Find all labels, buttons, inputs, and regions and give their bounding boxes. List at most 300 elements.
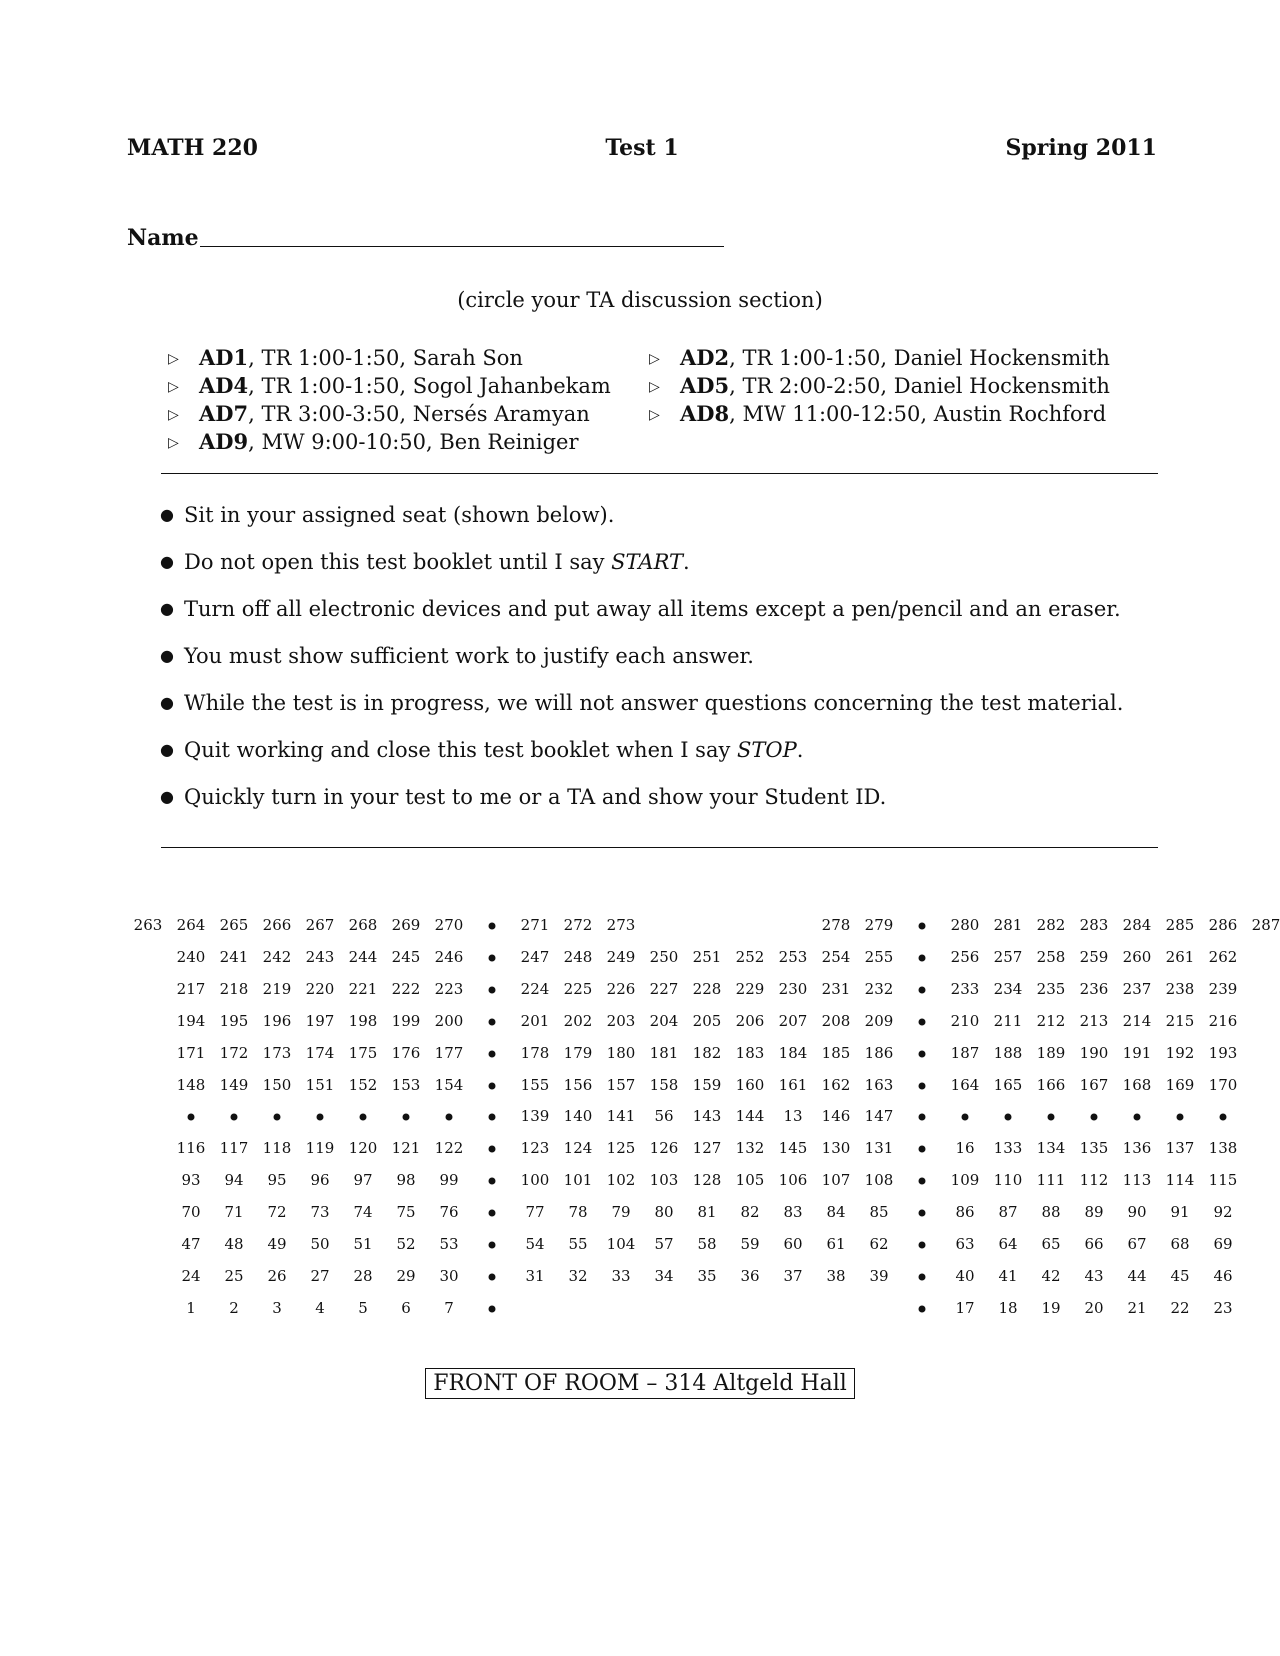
seat-number: 136	[1122, 1139, 1152, 1158]
seat-number: 172	[219, 1043, 249, 1062]
section-code: AD8	[680, 401, 730, 426]
seat-number: 260	[1122, 947, 1152, 966]
triangle-marker-icon: ▷	[168, 435, 179, 451]
aisle-marker	[919, 1242, 926, 1249]
aisle-marker	[919, 954, 926, 961]
seat-number: 87	[998, 1203, 1018, 1222]
seat-number: 84	[826, 1203, 846, 1222]
seat-number: 250	[649, 947, 679, 966]
seat-number: 47	[181, 1235, 201, 1253]
seat-number: 16	[955, 1139, 975, 1158]
seat-number: 44	[1127, 1266, 1147, 1285]
seat-number: 102	[606, 1171, 636, 1190]
instruction-item: ● You must show sufficient work to justify each answer.	[160, 644, 754, 668]
aisle-marker	[962, 1114, 969, 1121]
seat-number: 73	[310, 1203, 330, 1222]
seat-number: 92	[1213, 1203, 1233, 1222]
seat-number: 225	[563, 979, 593, 998]
seat-number: 264	[176, 916, 206, 934]
bullet-icon: ●	[160, 599, 174, 618]
seat-number: 75	[396, 1203, 416, 1222]
aisle-marker	[489, 1114, 496, 1121]
seat-number: 148	[176, 1075, 206, 1094]
section-details: , TR 2:00-2:50, Daniel Hockensmith	[729, 374, 1110, 398]
seat-number: 224	[520, 979, 550, 998]
seat-number: 116	[176, 1139, 206, 1158]
seat-number: 191	[1122, 1043, 1152, 1062]
aisle-marker	[489, 1178, 496, 1185]
seat-number: 135	[1079, 1139, 1109, 1158]
seat-number: 223	[434, 979, 464, 998]
seat-number: 2	[229, 1298, 239, 1317]
seat-number: 27	[310, 1266, 330, 1285]
seat-number: 72	[267, 1203, 287, 1222]
term-label: Spring 2011	[1005, 135, 1157, 161]
instruction-item: ● Do not open this test booklet until I say START.	[160, 550, 690, 574]
seat-number: 82	[740, 1203, 760, 1222]
seat-number: 169	[1165, 1075, 1195, 1094]
seat-number: 233	[950, 979, 980, 998]
seat-number: 242	[262, 947, 292, 966]
seat-number: 201	[520, 1011, 550, 1030]
seat-number: 171	[176, 1043, 206, 1062]
seat-number: 245	[391, 947, 421, 966]
seat-number: 77	[525, 1203, 545, 1222]
aisle-marker	[919, 923, 926, 930]
seat-number: 217	[176, 979, 206, 998]
seat-number: 114	[1165, 1171, 1195, 1190]
seat-number: 244	[348, 947, 378, 966]
seat-number: 155	[520, 1075, 550, 1094]
seat-number: 107	[821, 1171, 851, 1190]
seat-number: 184	[778, 1043, 808, 1062]
seat-number: 99	[439, 1171, 459, 1190]
seat-number: 257	[993, 947, 1023, 966]
seat-number: 63	[955, 1235, 975, 1253]
seat-number: 178	[520, 1043, 550, 1062]
seat-number: 154	[434, 1075, 464, 1094]
seat-number: 203	[606, 1011, 636, 1030]
seat-number: 280	[950, 916, 980, 934]
seat-number: 180	[606, 1043, 636, 1062]
seat-number: 88	[1041, 1203, 1061, 1222]
seat-number: 89	[1084, 1203, 1104, 1222]
aisle-marker	[1005, 1114, 1012, 1121]
aisle-marker	[274, 1114, 281, 1121]
seat-number: 5	[358, 1298, 368, 1317]
triangle-marker-icon: ▷	[168, 379, 179, 395]
aisle-marker	[919, 1210, 926, 1217]
seat-number: 19	[1041, 1298, 1061, 1317]
seat-number: 282	[1036, 916, 1066, 934]
seat-number: 254	[821, 947, 851, 966]
seat-number: 263	[133, 916, 163, 934]
seat-number: 3	[272, 1298, 282, 1317]
seat-number: 86	[955, 1203, 975, 1222]
seat-number: 192	[1165, 1043, 1195, 1062]
seat-number: 80	[654, 1203, 674, 1222]
seat-number: 97	[353, 1171, 373, 1190]
bullet-icon: ●	[160, 505, 174, 524]
triangle-marker-icon: ▷	[649, 379, 660, 395]
seat-number: 45	[1170, 1266, 1190, 1285]
seat-number: 157	[606, 1075, 636, 1094]
seat-number: 109	[950, 1171, 980, 1190]
instruction-item: ● Quit working and close this test booklet when I say STOP.	[160, 738, 804, 762]
seat-number: 199	[391, 1011, 421, 1030]
aisle-marker	[919, 1178, 926, 1185]
seat-number: 219	[262, 979, 292, 998]
seat-number: 144	[735, 1107, 765, 1126]
seat-number: 94	[224, 1171, 244, 1190]
triangle-marker-icon: ▷	[649, 351, 660, 367]
seat-number: 112	[1079, 1171, 1109, 1190]
aisle-marker	[1091, 1114, 1098, 1121]
seat-number: 69	[1213, 1235, 1233, 1253]
seat-number: 151	[305, 1075, 335, 1094]
aisle-marker	[919, 1114, 926, 1121]
seat-number: 118	[262, 1139, 292, 1158]
aisle-marker	[489, 1018, 496, 1025]
seat-number: 165	[993, 1075, 1023, 1094]
seat-number: 284	[1122, 916, 1152, 934]
aisle-marker	[919, 1305, 926, 1312]
seat-number: 93	[181, 1171, 201, 1190]
seat-number: 22	[1170, 1298, 1190, 1317]
section-details: , TR 1:00-1:50, Sogol Jahanbekam	[248, 374, 611, 398]
seat-number: 279	[864, 916, 894, 934]
seat-number: 216	[1208, 1011, 1238, 1030]
seat-number: 23	[1213, 1298, 1233, 1317]
seat-number: 70	[181, 1203, 201, 1222]
seat-number: 231	[821, 979, 851, 998]
seat-number: 48	[224, 1235, 244, 1253]
seat-number: 20	[1084, 1298, 1104, 1317]
seat-number: 50	[310, 1235, 330, 1253]
seat-number: 156	[563, 1075, 593, 1094]
seat-number: 269	[391, 916, 421, 934]
seat-number: 60	[783, 1235, 803, 1253]
seat-number: 28	[353, 1266, 373, 1285]
seat-number: 68	[1170, 1235, 1190, 1253]
seat-number: 61	[826, 1235, 846, 1253]
seat-number: 108	[864, 1171, 894, 1190]
aisle-marker	[317, 1114, 324, 1121]
seat-number: 111	[1036, 1171, 1066, 1190]
seat-number: 166	[1036, 1075, 1066, 1094]
instruction-item: ● Quickly turn in your test to me or a TA and show your Student ID.	[160, 785, 887, 809]
seat-number: 159	[692, 1075, 722, 1094]
seat-number: 237	[1122, 979, 1152, 998]
seat-number: 31	[525, 1266, 545, 1285]
seat-number: 195	[219, 1011, 249, 1030]
seat-number: 96	[310, 1171, 330, 1190]
seat-number: 29	[396, 1266, 416, 1285]
section-code: AD4	[199, 373, 249, 398]
aisle-marker	[489, 1305, 496, 1312]
seat-number: 24	[181, 1266, 201, 1285]
seat-number: 141	[606, 1107, 636, 1126]
aisle-marker	[489, 1210, 496, 1217]
seat-number: 271	[520, 916, 550, 934]
seat-number: 152	[348, 1075, 378, 1094]
seat-number: 161	[778, 1075, 808, 1094]
seat-number: 43	[1084, 1266, 1104, 1285]
seat-number: 181	[649, 1043, 679, 1062]
course-title: MATH 220	[127, 135, 258, 161]
seat-number: 34	[654, 1266, 674, 1285]
seat-number: 66	[1084, 1235, 1104, 1253]
seat-number: 149	[219, 1075, 249, 1094]
seat-number: 255	[864, 947, 894, 966]
seat-number: 126	[649, 1139, 679, 1158]
seat-number: 194	[176, 1011, 206, 1030]
seat-number: 285	[1165, 916, 1195, 934]
seat-number: 228	[692, 979, 722, 998]
aisle-marker	[489, 1242, 496, 1249]
aisle-marker	[446, 1114, 453, 1121]
seat-number: 133	[993, 1139, 1023, 1158]
aisle-marker	[1048, 1114, 1055, 1121]
seat-number: 90	[1127, 1203, 1147, 1222]
seat-number: 58	[697, 1235, 717, 1253]
seat-number: 46	[1213, 1266, 1233, 1285]
seat-number: 240	[176, 947, 206, 966]
seat-number: 246	[434, 947, 464, 966]
seat-number: 252	[735, 947, 765, 966]
seat-number: 51	[353, 1235, 373, 1253]
seat-number: 18	[998, 1298, 1018, 1317]
seat-number: 91	[1170, 1203, 1190, 1222]
seat-number: 232	[864, 979, 894, 998]
seat-number: 220	[305, 979, 335, 998]
seat-number: 32	[568, 1266, 588, 1285]
seat-number: 215	[1165, 1011, 1195, 1030]
seat-number: 234	[993, 979, 1023, 998]
seat-number: 226	[606, 979, 636, 998]
seat-number: 57	[654, 1235, 674, 1253]
seat-number: 287	[1251, 916, 1280, 934]
seat-number: 283	[1079, 916, 1109, 934]
seat-number: 137	[1165, 1139, 1195, 1158]
aisle-marker	[919, 1050, 926, 1057]
bullet-icon: ●	[160, 693, 174, 712]
seat-number: 40	[955, 1266, 975, 1285]
aisle-marker	[1177, 1114, 1184, 1121]
seat-number: 120	[348, 1139, 378, 1158]
seat-number: 206	[735, 1011, 765, 1030]
seat-number: 164	[950, 1075, 980, 1094]
front-of-room-label: FRONT OF ROOM – 314 Altgeld Hall	[425, 1368, 855, 1399]
seat-number: 122	[434, 1139, 464, 1158]
seat-number: 189	[1036, 1043, 1066, 1062]
seat-number: 170	[1208, 1075, 1238, 1094]
seat-number: 123	[520, 1139, 550, 1158]
seat-number: 67	[1127, 1235, 1147, 1253]
triangle-marker-icon: ▷	[168, 351, 179, 367]
seat-number: 247	[520, 947, 550, 966]
seat-number: 41	[998, 1266, 1018, 1285]
seat-number: 235	[1036, 979, 1066, 998]
aisle-marker	[489, 954, 496, 961]
seat-number: 36	[740, 1266, 760, 1285]
seat-number: 113	[1122, 1171, 1152, 1190]
instruction-item: ● Sit in your assigned seat (shown below).	[160, 503, 615, 527]
seat-number: 74	[353, 1203, 373, 1222]
seat-number: 71	[224, 1203, 244, 1222]
section-details: , TR 1:00-1:50, Daniel Hockensmith	[729, 346, 1110, 370]
seat-number: 213	[1079, 1011, 1109, 1030]
seat-number: 239	[1208, 979, 1238, 998]
bullet-icon: ●	[160, 740, 174, 759]
seat-number: 147	[864, 1107, 894, 1126]
seat-number: 193	[1208, 1043, 1238, 1062]
aisle-marker	[919, 1273, 926, 1280]
seat-number: 121	[391, 1139, 421, 1158]
seat-number: 138	[1208, 1139, 1238, 1158]
seat-number: 200	[434, 1011, 464, 1030]
seat-number: 248	[563, 947, 593, 966]
seat-number: 79	[611, 1203, 631, 1222]
seat-number: 188	[993, 1043, 1023, 1062]
seat-number: 261	[1165, 947, 1195, 966]
seat-number: 196	[262, 1011, 292, 1030]
seat-number: 134	[1036, 1139, 1066, 1158]
seat-number: 208	[821, 1011, 851, 1030]
seat-number: 256	[950, 947, 980, 966]
seat-number: 273	[606, 916, 636, 934]
seat-number: 76	[439, 1203, 459, 1222]
seat-number: 198	[348, 1011, 378, 1030]
seat-number: 183	[735, 1043, 765, 1062]
aisle-marker	[489, 923, 496, 930]
seat-number: 104	[606, 1235, 636, 1253]
seat-number: 150	[262, 1075, 292, 1094]
seat-number: 7	[444, 1298, 454, 1317]
seat-number: 81	[697, 1203, 717, 1222]
seat-number: 175	[348, 1043, 378, 1062]
seat-number: 176	[391, 1043, 421, 1062]
seat-number: 278	[821, 916, 851, 934]
seat-number: 259	[1079, 947, 1109, 966]
aisle-marker	[188, 1114, 195, 1121]
seat-number: 100	[520, 1171, 550, 1190]
seat-number: 286	[1208, 916, 1238, 934]
seat-number: 78	[568, 1203, 588, 1222]
aisle-marker	[360, 1114, 367, 1121]
seat-number: 95	[267, 1171, 287, 1190]
seat-number: 270	[434, 916, 464, 934]
seat-number: 55	[568, 1235, 588, 1253]
seat-number: 262	[1208, 947, 1238, 966]
seat-number: 230	[778, 979, 808, 998]
seat-number: 127	[692, 1139, 722, 1158]
section-code: AD5	[680, 373, 730, 398]
seat-number: 39	[869, 1266, 889, 1285]
seat-number: 101	[563, 1171, 593, 1190]
bullet-icon: ●	[160, 787, 174, 806]
seat-number: 21	[1127, 1298, 1147, 1317]
seat-number: 128	[692, 1171, 722, 1190]
seat-number: 186	[864, 1043, 894, 1062]
seat-number: 110	[993, 1171, 1023, 1190]
seat-number: 106	[778, 1171, 808, 1190]
seat-number: 251	[692, 947, 722, 966]
aisle-marker	[1220, 1114, 1227, 1121]
seat-number: 131	[864, 1139, 894, 1158]
seat-number: 33	[611, 1266, 631, 1285]
aisle-marker	[489, 1146, 496, 1153]
test-title: Test 1	[605, 135, 679, 161]
triangle-marker-icon: ▷	[649, 407, 660, 423]
seat-number: 83	[783, 1203, 803, 1222]
seat-number: 207	[778, 1011, 808, 1030]
seat-number: 30	[439, 1266, 459, 1285]
seat-number: 187	[950, 1043, 980, 1062]
bullet-icon: ●	[160, 646, 174, 665]
section-code: AD1	[199, 345, 249, 370]
seat-number: 98	[396, 1171, 416, 1190]
seat-number: 143	[692, 1107, 722, 1126]
seat-number: 205	[692, 1011, 722, 1030]
seat-number: 173	[262, 1043, 292, 1062]
triangle-marker-icon: ▷	[168, 407, 179, 423]
seat-number: 85	[869, 1203, 889, 1222]
seat-number: 64	[998, 1235, 1018, 1253]
seat-number: 130	[821, 1139, 851, 1158]
section-details: , MW 9:00-10:50, Ben Reiniger	[248, 430, 579, 454]
seat-number: 163	[864, 1075, 894, 1094]
seat-number: 145	[778, 1139, 808, 1158]
seat-number: 212	[1036, 1011, 1066, 1030]
seat-number: 272	[563, 916, 593, 934]
seat-number: 140	[563, 1107, 593, 1126]
seat-number: 211	[993, 1011, 1023, 1030]
name-label: Name	[127, 225, 199, 251]
seat-number: 37	[783, 1266, 803, 1285]
section-code: AD2	[680, 345, 730, 370]
seat-number: 243	[305, 947, 335, 966]
seat-number: 17	[955, 1298, 975, 1317]
seat-number: 265	[219, 916, 249, 934]
seat-number: 62	[869, 1235, 889, 1253]
seat-number: 132	[735, 1139, 765, 1158]
seat-number: 202	[563, 1011, 593, 1030]
instruction-item: ● Turn off all electronic devices and put away all items except a pen/pencil and an eraser.	[160, 597, 1121, 621]
seat-number: 59	[740, 1235, 760, 1253]
aisle-marker	[919, 1082, 926, 1089]
seat-number: 4	[315, 1298, 325, 1317]
section-details: , MW 11:00-12:50, Austin Rochford	[729, 402, 1107, 426]
seat-number: 177	[434, 1043, 464, 1062]
seat-number: 185	[821, 1043, 851, 1062]
aisle-marker	[231, 1114, 238, 1121]
bullet-icon: ●	[160, 552, 174, 571]
seat-number: 197	[305, 1011, 335, 1030]
seat-number: 54	[525, 1235, 545, 1253]
seat-number: 162	[821, 1075, 851, 1094]
seat-number: 158	[649, 1075, 679, 1094]
aisle-marker	[489, 1050, 496, 1057]
aisle-marker	[1134, 1114, 1141, 1121]
seat-number: 105	[735, 1171, 765, 1190]
seat-number: 160	[735, 1075, 765, 1094]
seat-number: 241	[219, 947, 249, 966]
seat-number: 258	[1036, 947, 1066, 966]
front-of-room	[0, 1368, 1280, 1399]
seat-number: 253	[778, 947, 808, 966]
seat-number: 221	[348, 979, 378, 998]
